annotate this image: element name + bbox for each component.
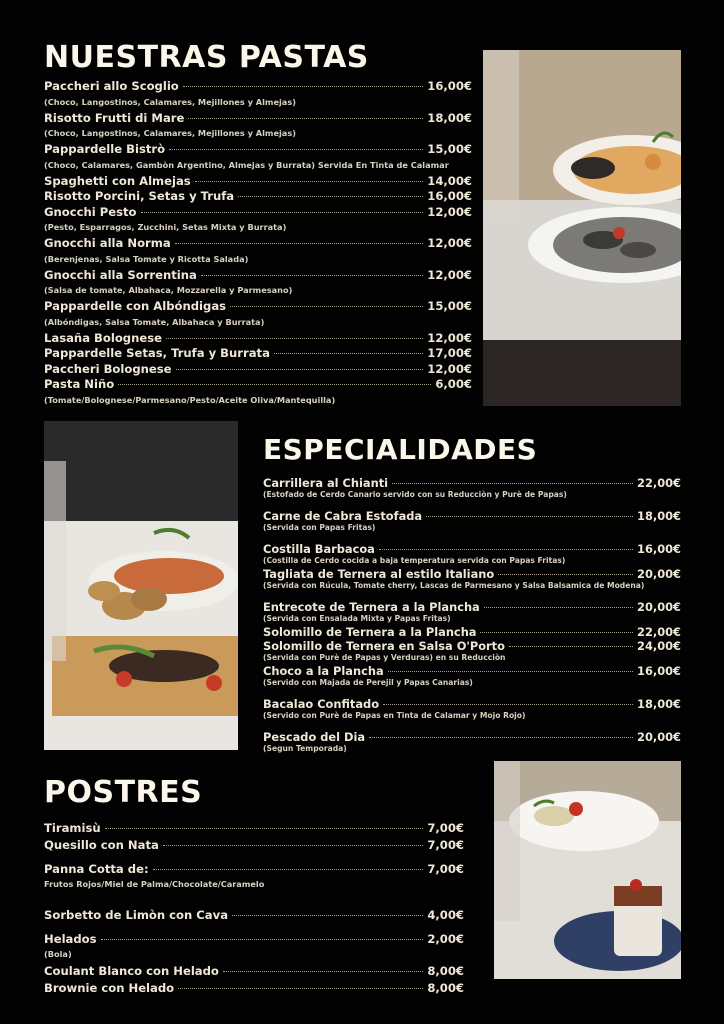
- menu-item: [44, 963, 464, 980]
- menu-item: [263, 476, 681, 490]
- menu-item-name: Paccheri allo Scoglio: [44, 79, 179, 93]
- menu-item-description: (Segun Temporada): [263, 744, 347, 753]
- menu-item-name: Gnocchi alla Sorrentina: [44, 267, 197, 282]
- pastas-title: NUESTRAS PASTAS: [44, 40, 369, 75]
- menu-item-price: 7,00€: [427, 862, 464, 876]
- dot-leader: [101, 939, 424, 940]
- dot-leader: [175, 243, 424, 244]
- menu-item-name: Spaghetti con Almejas: [44, 173, 191, 188]
- menu-item: [263, 639, 681, 653]
- menu-item-price: 12,00€: [427, 236, 472, 250]
- menu-item-name: Coulant Blanco con Helado: [44, 964, 219, 978]
- menu-item-price: 18,00€: [427, 110, 472, 125]
- spacer: [263, 592, 681, 600]
- menu-item-price: 15,00€: [427, 299, 472, 313]
- menu-item-name: Risotto Porcini, Setas y Trufa: [44, 189, 235, 203]
- dot-leader: [176, 369, 424, 370]
- menu-item: [44, 861, 464, 878]
- menu-item-name: Pappardelle Setas, Trufa y Burrata: [44, 346, 270, 360]
- menu-item-price: 20,00€: [637, 600, 681, 614]
- menu-item: [263, 625, 681, 639]
- pasta-dishes-photo: [483, 50, 681, 406]
- menu-item: [44, 205, 472, 221]
- menu-item-description: (Servida con Ensalada Mixta y Papas Fritas): [263, 614, 451, 623]
- dot-leader: [484, 607, 633, 608]
- menu-item-name: Tagliata de Ternera al estilo Italiano: [263, 567, 495, 581]
- menu-item-price: 18,00€: [637, 509, 681, 523]
- menu-item-price: 20,00€: [637, 567, 681, 581]
- menu-item-name: Choco a la Plancha: [263, 664, 384, 678]
- menu-item: [44, 174, 472, 190]
- spacer: [263, 501, 681, 509]
- spacer: [263, 722, 681, 730]
- menu-item-name: Costilla Barbacoa: [263, 542, 375, 556]
- dot-leader: [178, 988, 423, 989]
- menu-item-price: 4,00€: [427, 908, 464, 922]
- dot-leader: [201, 275, 423, 276]
- menu-item-description: (Costilla de Cerdo cocida a baja temperatura servida con Papas Fritas): [263, 556, 566, 565]
- menu-item: [44, 931, 464, 948]
- menu-item-description: Frutos Rojos/Miel de Palma/Chocolate/Caramelo: [44, 879, 265, 889]
- menu-item: [44, 299, 472, 315]
- postres-title: POSTRES: [44, 775, 203, 810]
- menu-item-price: 12,00€: [427, 204, 472, 219]
- menu-item-price: 8,00€: [427, 981, 464, 995]
- dot-leader: [163, 845, 423, 846]
- menu-item: [263, 664, 681, 678]
- menu-item-price: 7,00€: [427, 821, 464, 835]
- menu-item: [44, 111, 472, 127]
- menu-item-price: 12,00€: [427, 330, 472, 345]
- spacer: [263, 534, 681, 542]
- menu-item: [44, 331, 472, 347]
- menu-item: [44, 837, 464, 854]
- menu-item: [263, 697, 681, 711]
- dot-leader: [392, 483, 633, 484]
- menu-item-description: (Salsa de tomate, Albahaca, Mozzarella y Parmesano): [44, 285, 293, 295]
- dot-leader: [153, 869, 424, 870]
- menu-item-name: Risotto Frutti di Mare: [44, 110, 185, 125]
- dot-leader: [183, 86, 423, 87]
- menu-item-description: (Servida con Papas Fritas): [263, 523, 376, 532]
- dot-leader: [166, 338, 423, 339]
- especialidades-title: ESPECIALIDADES: [263, 433, 538, 466]
- menu-item-description: (Servida con Purè de Papas y Verduras) en su Reducciòn: [263, 653, 506, 662]
- menu-item-description: (Albóndigas, Salsa Tomate, Albahaca y Burrata): [44, 316, 265, 327]
- menu-item-price: 17,00€: [427, 346, 472, 360]
- dot-leader: [383, 704, 633, 705]
- spacer: [44, 900, 464, 907]
- dot-leader: [232, 915, 423, 916]
- menu-item-name: Solomillo de Ternera en Salsa O'Porto: [263, 639, 505, 653]
- menu-item-description: (Tomate/Bolognese/Parmesano/Pesto/Aceite Oliva/Mantequilla): [44, 394, 336, 405]
- dot-leader: [188, 118, 423, 119]
- menu-item: [44, 142, 472, 158]
- dot-leader: [388, 671, 633, 672]
- menu-item: [263, 730, 681, 744]
- menu-item-price: 24,00€: [637, 639, 681, 653]
- menu-item-price: 16,00€: [637, 664, 681, 678]
- menu-item-name: Quesillo con Nata: [44, 838, 159, 852]
- menu-item: [44, 980, 464, 997]
- postres-list: [44, 820, 464, 997]
- menu-item-name: Pappardelle Bistrò: [44, 142, 166, 156]
- spacer: [44, 924, 464, 931]
- dot-leader: [118, 384, 431, 385]
- dot-leader: [480, 632, 633, 633]
- dot-leader: [498, 574, 633, 575]
- menu-item-name: Helados: [44, 932, 97, 946]
- menu-item-price: 12,00€: [427, 361, 472, 376]
- menu-item-price: 6,00€: [435, 377, 472, 391]
- menu-item-description: (Servido con Purè de Papas en Tinta de Calamar y Mojo Rojo): [263, 711, 526, 720]
- menu-item: [44, 820, 464, 837]
- menu-item-price: 2,00€: [427, 932, 464, 946]
- menu-item-price: 8,00€: [427, 964, 464, 978]
- menu-item-name: Gnocchi alla Norma: [44, 236, 171, 250]
- menu-item-price: 18,00€: [637, 697, 681, 711]
- menu-item-price: 14,00€: [427, 173, 472, 188]
- desserts-photo: [494, 761, 681, 979]
- menu-item-price: 7,00€: [427, 838, 464, 852]
- menu-item-name: Paccheri Bolognese: [44, 361, 172, 376]
- menu-item-description: (Choco, Langostinos, Calamares, Mejillones y Almejas): [44, 96, 296, 107]
- spacer: [263, 689, 681, 697]
- menu-item-description: (Pesto, Esparragos, Zucchini, Setas Mixta y Burrata): [44, 222, 287, 232]
- menu-item-name: Sorbetto de Limòn con Cava: [44, 908, 229, 922]
- menu-item-name: Solomillo de Ternera a la Plancha: [263, 625, 477, 639]
- dot-leader: [379, 549, 633, 550]
- meat-dishes-photo: [44, 421, 238, 750]
- menu-item: [44, 268, 472, 284]
- dot-leader: [369, 737, 633, 738]
- dot-leader: [195, 181, 424, 182]
- dot-leader: [238, 196, 423, 197]
- menu-item-name: Panna Cotta de:: [44, 862, 149, 876]
- dot-leader: [509, 646, 633, 647]
- menu-item: [44, 189, 472, 205]
- dot-leader: [105, 828, 424, 829]
- menu-item-price: 20,00€: [637, 730, 681, 744]
- menu-item-description: (Estofado de Cerdo Canario servido con su Reducciòn y Purè de Papas): [263, 490, 567, 499]
- menu-item-name: Lasaña Bolognese: [44, 330, 162, 345]
- menu-item-price: 16,00€: [427, 189, 472, 203]
- menu-item: [263, 600, 681, 614]
- menu-item: [44, 236, 472, 252]
- menu-item: [263, 542, 681, 556]
- menu-item-price: 12,00€: [427, 267, 472, 282]
- menu-item-name: Tiramisù: [44, 821, 101, 835]
- especialidades-list: [263, 476, 681, 755]
- dot-leader: [169, 149, 423, 150]
- spacer: [44, 893, 464, 900]
- menu-item: [44, 907, 464, 924]
- dot-leader: [274, 353, 423, 354]
- menu-item-name: Pescado del Dia: [263, 730, 366, 744]
- dot-leader: [223, 971, 423, 972]
- menu-item: [44, 346, 472, 362]
- menu-item-description: (Servida con Rúcula, Tomate cherry, Lascas de Parmesano y Salsa Balsamica de Modena): [263, 581, 645, 590]
- menu-item-name: Pasta Niño: [44, 377, 115, 391]
- menu-item-price: 16,00€: [427, 79, 472, 93]
- menu-item: [44, 362, 472, 378]
- menu-item-description: (Choco, Calamares, Gambòn Argentino, Almejas y Burrata) Servida En Tinta de Calamar: [44, 159, 449, 170]
- dot-leader: [230, 306, 423, 307]
- menu-item-description: (Servido con Majada de Perejil y Papas Canarias): [263, 678, 473, 687]
- menu-item: [44, 377, 472, 393]
- menu-item-description: (Berenjenas, Salsa Tomate y Ricotta Salada): [44, 253, 249, 264]
- menu-item-price: 22,00€: [637, 476, 681, 490]
- menu-item-price: 22,00€: [637, 625, 681, 639]
- menu-item-description: (Choco, Langostinos, Calamares, Mejillones y Almejas): [44, 128, 296, 138]
- menu-item-name: Gnocchi Pesto: [44, 204, 137, 219]
- menu-item-price: 15,00€: [427, 142, 472, 156]
- spacer: [44, 854, 464, 861]
- menu-item-name: Brownie con Helado: [44, 981, 175, 995]
- menu-item-name: Carrillera al Chianti: [263, 476, 389, 490]
- menu-item-name: Entrecote de Ternera a la Plancha: [263, 600, 480, 614]
- menu-item: [263, 567, 681, 581]
- pastas-list: [44, 79, 472, 409]
- menu-item: [44, 79, 472, 95]
- dot-leader: [426, 516, 633, 517]
- menu-item-name: Carne de Cabra Estofada: [263, 509, 423, 523]
- dot-leader: [141, 212, 424, 213]
- menu-item-price: 16,00€: [637, 542, 681, 556]
- menu-item: [263, 509, 681, 523]
- menu-item-description: (Bola): [44, 949, 72, 959]
- menu-item-name: Pappardelle con Albóndigas: [44, 299, 227, 313]
- menu-item-name: Bacalao Confitado: [263, 697, 380, 711]
